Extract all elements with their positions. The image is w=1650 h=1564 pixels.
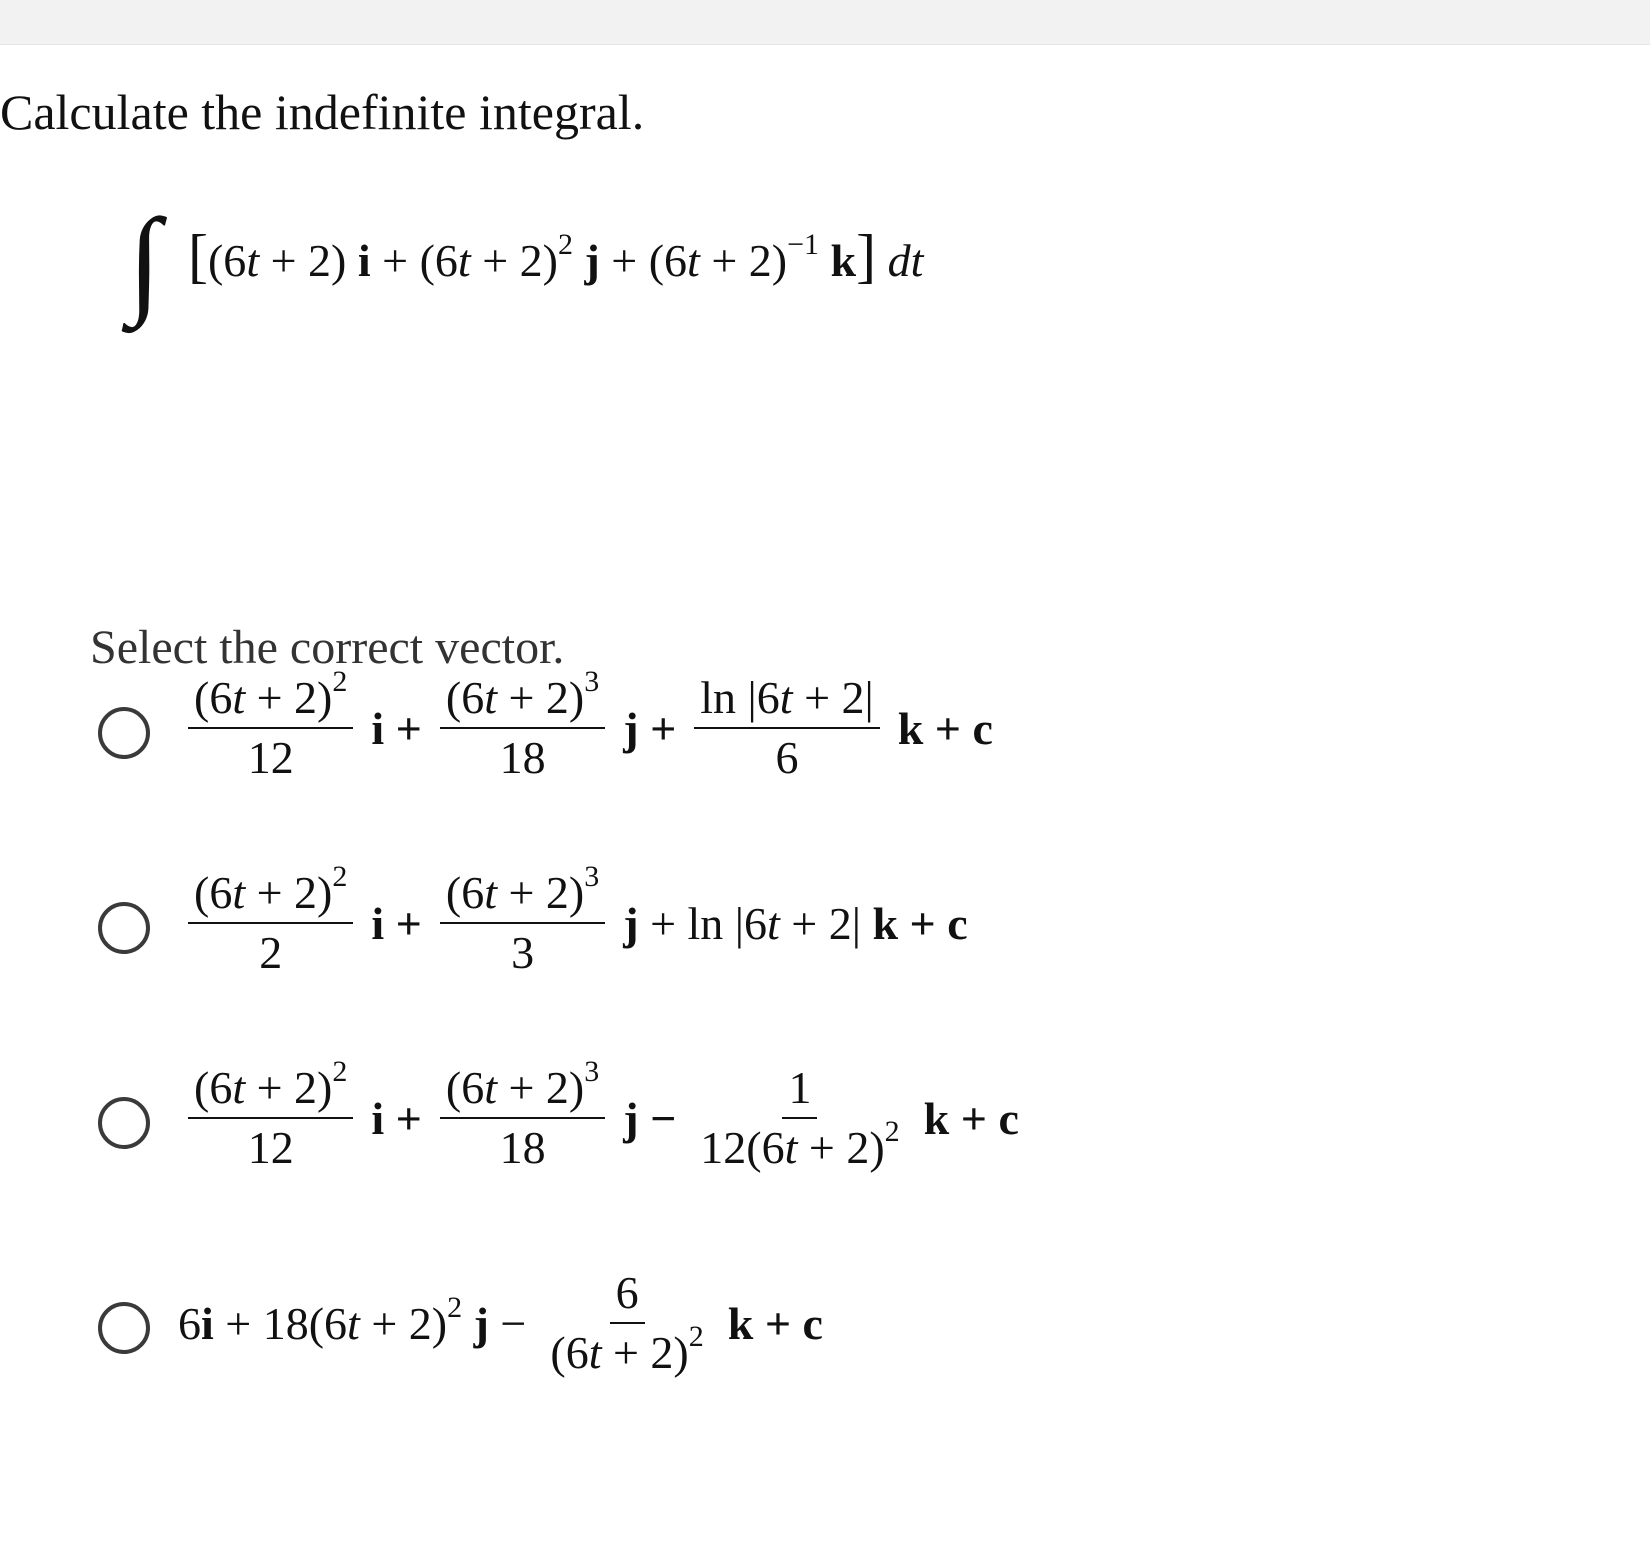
unit-vector-i: i bbox=[357, 235, 371, 286]
integral-sign: ∫ bbox=[128, 194, 161, 327]
integrand: [(6t + 2) $i + (6t + 2)^2$ $j + (6t + 2)^{-1}$ k] dt bbox=[188, 223, 924, 289]
question-prompt: Calculate the indefinite integral. bbox=[0, 84, 645, 140]
close-bracket: ] bbox=[856, 223, 877, 289]
open-bracket: [ bbox=[188, 223, 208, 289]
radio-button-option-2[interactable] bbox=[98, 902, 150, 954]
fraction: $\frac{(6t + 2)^3}{18}$ bbox=[440, 669, 605, 787]
option-2-expression: $\frac{(6t + 2)^2}{2}$ i + $\frac{(6t + 2)^3}{3}$ j + ln |6t + 2| k + c bbox=[178, 864, 976, 982]
fraction: $\frac{\ln |6t + 2|}{6}$ bbox=[694, 669, 879, 787]
fraction: $\frac{1}{12(6t + 2)^2}$ bbox=[694, 1059, 905, 1177]
radio-button-option-1[interactable] bbox=[98, 707, 150, 759]
option-3-expression: $\frac{(6t + 2)^2}{12}$ i + $\frac{(6t + 2)^3}{18}$ j − $\frac{1}{12(6t + 2)^2}$ k + c bbox=[178, 1059, 1027, 1177]
fraction: $\frac{(6t + 2)^2}{12}$ bbox=[188, 1059, 353, 1177]
unit-vector-k: k bbox=[830, 235, 857, 286]
unit-vector-j: j bbox=[584, 235, 600, 286]
fraction: $\frac{(6t + 2)^2}{2}$ bbox=[188, 864, 353, 982]
radio-button-option-4[interactable] bbox=[98, 1302, 150, 1354]
instruction-text: Select the correct vector. bbox=[90, 621, 565, 674]
radio-button-option-3[interactable] bbox=[98, 1097, 150, 1149]
top-bar bbox=[0, 0, 1650, 45]
fraction: $\frac{6}{(6t + 2)^2}$ bbox=[544, 1264, 709, 1382]
fraction: $\frac{(6t + 2)^3}{18}$ bbox=[440, 1059, 605, 1177]
option-4-expression: $6i + 18(6t + 2)^2$ j − $\frac{6}{(6t + 2)^2}$ k + c bbox=[178, 1264, 831, 1382]
fraction: $\frac{(6t + 2)^3}{3}$ bbox=[440, 864, 605, 982]
option-1-expression: $\frac{(6t + 2)^2}{12}$ i + $\frac{(6t + 2)^3}{18}$ j + $\frac{\ln |6t + 2|}{6}$ k + c bbox=[178, 669, 1001, 787]
fraction: $\frac{(6t + 2)^2}{12}$ bbox=[188, 669, 353, 787]
